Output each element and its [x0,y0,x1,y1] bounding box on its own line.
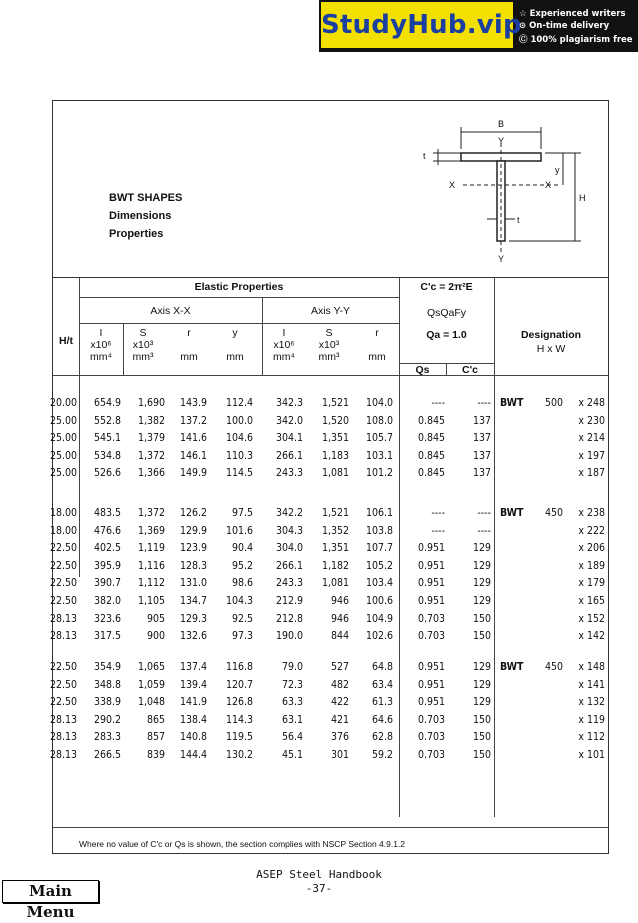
header-cc-formula: C'c = 2π²E [420,281,473,293]
table-cell: 143.9 [179,397,207,409]
table-cell: 79.0 [281,661,303,673]
designation-cell: x 165 [578,595,605,607]
series-depth: 500 [544,397,563,409]
table-cell: 116.8 [225,661,253,673]
diagram-label-y-top: Y [498,136,505,146]
main-menu-button[interactable]: Main Menu [2,880,99,903]
table-cell: 1,065 [137,661,165,673]
table-cell: 212.8 [275,612,303,625]
table-cell: 0.703 [417,713,445,726]
table-cell: 28.13 [49,713,77,726]
table-cell: 552.8 [93,414,121,427]
table-cell: 141.9 [179,696,207,709]
header-sx: S x10³ mm³ [132,327,154,363]
table-cell: 150 [472,612,491,625]
tee-section-diagram [413,115,593,265]
table-cell: 97.5 [231,507,253,519]
studyhub-banner [319,0,638,52]
table-cell: 266.1 [275,449,303,462]
header-bottom-rule [53,375,608,376]
table-cell: 0.703 [417,630,445,643]
table-cell: 476.6 [93,524,121,537]
table-cell: 150 [472,630,491,643]
table-cell: 129 [472,678,491,691]
table-cell: 20.00 [49,397,77,409]
designation-cell: x 206 [578,542,605,555]
header-sy: S x10³ mm³ [318,327,340,363]
title-line-properties: Properties [109,228,164,240]
table-cell: 150 [472,749,491,761]
designation-cell: x 119 [578,713,605,726]
title-line-dimensions: Dimensions [109,210,172,222]
table-cell: 283.3 [93,731,121,744]
table-cell: 123.9 [179,542,207,555]
table-cell: 102.6 [365,630,393,643]
table-cell: 338.9 [93,696,121,709]
table-cell: 139.4 [179,678,207,691]
table-cell: 25.00 [49,449,77,462]
table-cell: 141.6 [179,432,207,445]
table-cell: ---- [431,524,445,537]
table-cell: 103.4 [365,577,393,590]
table-cell: 0.845 [417,414,445,427]
table-cell: 22.50 [49,678,77,691]
feature-plagiarism-free: Ⓒ 100% plagiarism free [519,35,633,45]
table-cell: 243.3 [275,467,303,480]
table-cell: 63.1 [281,713,303,726]
diagram-label-tf: t [423,151,426,161]
title-line-shapes: BWT SHAPES [109,192,183,204]
table-cell: 129 [472,696,491,709]
table-cell: 266.5 [93,749,121,761]
table-cell: 342.2 [275,507,303,519]
header-ry: r mm [368,327,386,363]
table-cell: 137 [472,414,491,427]
table-cell: 1,351 [321,432,349,445]
table-bottom-rule [53,827,608,828]
table-cell: 22.50 [49,559,77,572]
table-cell: ---- [477,524,491,537]
table-cell: 946 [330,595,349,607]
table-cell: 1,382 [137,414,165,427]
table-cell: 126.8 [225,696,253,709]
table-cell: 1,116 [137,559,165,572]
series-label: BWT [500,661,524,673]
header-rx: r mm [180,327,198,363]
designation-cell: x 179 [578,577,605,590]
table-cell: 106.1 [365,507,393,519]
table-cell: 25.00 [49,467,77,480]
footer-handbook: ASEP Steel Handbook [256,868,382,881]
table-cell: 422 [330,696,349,709]
table-cell: 1,081 [321,467,349,480]
table-cell: 534.8 [93,449,121,462]
table-cell: 354.9 [93,661,121,673]
header-elastic-properties: Elastic Properties [194,281,284,293]
table-cell: 1,059 [137,678,165,691]
table-cell: 865 [146,713,165,726]
table-cell: 63.3 [281,696,303,709]
table-cell: 129.3 [179,612,207,625]
table-cell: 243.3 [275,577,303,590]
table-cell: 0.951 [417,678,445,691]
designation-cell: x 230 [578,414,605,427]
table-cell: 0.845 [417,467,445,480]
header-qs: Qs [415,364,430,376]
table-cell: 104.9 [365,612,393,625]
table-cell: 1,105 [137,595,165,607]
table-cell: 59.2 [371,749,393,761]
table-cell: 0.951 [417,595,445,607]
series-label: BWT [500,507,524,519]
bwt-table-page [49,100,609,854]
table-cell: 95.2 [231,559,253,572]
table-cell: 62.8 [371,731,393,744]
table-cell: 22.50 [49,696,77,709]
table-cell: 146.1 [179,449,207,462]
table-cell: 108.0 [365,414,393,427]
table-cell: 0.703 [417,749,445,761]
table-cell: 138.4 [179,713,207,726]
table-cell: 28.13 [49,612,77,625]
header-cc: C'c [462,364,478,376]
table-cell: 0.951 [417,661,445,673]
table-cell: 1,521 [321,397,349,409]
table-cell: 129 [472,542,491,555]
table-cell: 137 [472,449,491,462]
table-cell: 137 [472,467,491,480]
table-cell: 92.5 [231,612,253,625]
diagram-label-x-right: X [545,180,552,190]
header-designation-hxw: H x W [536,343,566,355]
table-cell: 18.00 [49,507,77,519]
row-divider [79,297,399,298]
table-cell: 45.1 [281,749,303,761]
table-cell: 25.00 [49,414,77,427]
table-cell: 90.4 [231,542,253,555]
table-cell: ---- [477,507,491,519]
table-cell: 1,372 [137,449,165,462]
table-cell: 112.4 [225,397,253,409]
table-cell: 1,690 [137,397,165,409]
table-cell: 56.4 [281,731,303,744]
table-cell: 64.8 [371,661,393,673]
designation-cell: x 148 [578,661,605,673]
table-cell: 266.1 [275,559,303,572]
table-cell: 25.00 [49,432,77,445]
header-h-tw: H/t [59,335,73,347]
table-cell: 137 [472,432,491,445]
table-cell: 22.50 [49,595,77,607]
table-cell: 150 [472,731,491,744]
table-cell: 1,521 [321,507,349,519]
table-cell: 98.6 [231,577,253,590]
header-axis-y: Axis Y-Y [310,305,351,317]
table-cell: 0.951 [417,559,445,572]
table-cell: 103.1 [365,449,393,462]
table-cell: 482 [330,678,349,691]
table-cell: 317.5 [93,630,121,643]
designation-cell: x 214 [578,432,605,445]
table-cell: 382.0 [93,595,121,607]
table-cell: 395.9 [93,559,121,572]
footer-page-number: -37- [305,882,333,895]
table-cell: 101.6 [225,524,253,537]
table-cell: 323.6 [93,612,121,625]
table-cell: 114.3 [225,713,253,726]
table-cell: ---- [431,397,445,409]
diagram-label-tw: t [517,215,520,225]
table-cell: 97.3 [231,630,253,643]
table-cell: 129 [472,577,491,590]
table-cell: 0.845 [417,432,445,445]
table-cell: 63.4 [371,678,393,691]
table-cell: 137.2 [179,414,207,427]
table-cell: 114.5 [225,467,253,480]
table-cell: 18.00 [49,524,77,537]
diagram-label-h: H [579,193,586,203]
series-depth: 450 [544,661,563,673]
table-cell: 1,112 [137,577,165,590]
table-cell: 304.0 [275,542,303,555]
table-cell: 120.7 [225,678,253,691]
table-cell: 839 [146,749,165,761]
series-label: BWT [500,397,524,409]
table-cell: 654.9 [93,397,121,409]
table-cell: 110.3 [225,449,253,462]
table-cell: 545.1 [93,432,121,445]
table-cell: 857 [146,731,165,744]
table-cell: 72.3 [281,678,303,691]
table-title [109,189,182,243]
table-cell: 1,182 [321,559,349,572]
table-cell: 144.4 [179,749,207,761]
header-yx: y mm [226,327,244,363]
table-cell: ---- [477,397,491,409]
table-cell: 150 [472,713,491,726]
table-cell: 100.6 [365,595,393,607]
table-cell: 104.3 [225,595,253,607]
table-cell: 526.6 [93,467,121,480]
table-cell: 844 [330,630,349,643]
header-qsqafy: QsQaFy [426,307,467,319]
table-cell: 140.8 [179,731,207,744]
table-cell: 104.6 [225,432,253,445]
designation-cell: x 132 [578,696,605,709]
designation-cell: x 197 [578,449,605,462]
designation-cell: x 112 [578,731,605,744]
title-section [53,101,608,278]
table-cell: 0.951 [417,542,445,555]
table-cell: 104.0 [365,397,393,409]
table-cell: 0.845 [417,449,445,462]
table-cell: 129 [472,559,491,572]
designation-cell: x 238 [578,507,605,519]
table-cell: 1,351 [321,542,349,555]
table-cell: 134.7 [179,595,207,607]
table-cell: 390.7 [93,577,121,590]
header-designation: Designation [520,329,582,341]
table-cell: 1,366 [137,467,165,480]
table-cell: 22.50 [49,661,77,673]
table-cell: 0.951 [417,696,445,709]
table-cell: 28.13 [49,630,77,643]
table-cell: 900 [146,630,165,643]
table-cell: 402.5 [93,542,121,555]
table-cell: 28.13 [49,731,77,744]
feature-on-time-delivery: ⊙ On-time delivery [519,21,610,31]
table-cell: 483.5 [93,507,121,519]
table-cell: 119.5 [225,731,253,744]
table-cell: 126.2 [179,507,207,519]
designation-cell: x 101 [578,749,605,761]
designation-cell: x 189 [578,559,605,572]
table-cell: 100.0 [225,414,253,427]
table-cell: 1,081 [321,577,349,590]
header-iy: I x10⁶ mm⁴ [272,327,295,363]
table-cell: 28.13 [49,749,77,761]
table-cell: 342.0 [275,414,303,427]
table-cell: 132.6 [179,630,207,643]
table-cell: 304.1 [275,432,303,445]
table-cell: 1,520 [321,414,349,427]
table-cell: 105.2 [365,559,393,572]
table-cell: 421 [330,713,349,726]
header-axis-x: Axis X-X [150,305,191,317]
table-cell: 131.0 [179,577,207,590]
table-cell: 1,119 [137,542,165,555]
table-cell: 0.703 [417,612,445,625]
header-qa: Qa = 1.0 [426,329,467,341]
table-cell: 1,048 [137,696,165,709]
table-cell: 22.50 [49,542,77,555]
table-cell: 129 [472,661,491,673]
table-cell: 190.0 [275,630,303,643]
table-cell: 129 [472,595,491,607]
table-cell: 61.3 [371,696,393,709]
table-cell: 137.4 [179,661,207,673]
table-cell: 527 [330,661,349,673]
table-cell: ---- [431,507,445,519]
table-cell: 107.7 [365,542,393,555]
designation-cell: x 187 [578,467,605,480]
designation-cell: x 248 [578,397,605,409]
col-divider [494,277,495,817]
table-cell: 149.9 [179,467,207,480]
table-cell: 103.8 [365,524,393,537]
diagram-label-y-bottom: Y [498,254,505,264]
table-cell: 22.50 [49,577,77,590]
designation-cell: x 142 [578,630,605,643]
table-cell: 376 [330,731,349,744]
designation-cell: x 152 [578,612,605,625]
series-depth: 450 [544,507,563,519]
footnote: Where no value of C'c or Qs is shown, the section complies with NSCP Section 4.9.1.2 [79,839,406,849]
diagram-label-x-left: X [449,180,456,190]
table-cell: 0.951 [417,577,445,590]
table-cell: 1,369 [137,524,165,537]
table-cell: 128.3 [179,559,207,572]
table-cell: 1,183 [321,449,349,462]
table-cell: 64.6 [371,713,393,726]
table-cell: 1,379 [137,432,165,445]
diagram-label-y-dim: y [555,165,560,175]
feature-experienced-writers: ☆ Experienced writers [519,9,626,19]
table-cell: 348.8 [93,678,121,691]
table-cell: 129.9 [179,524,207,537]
diagram-label-b: B [498,119,505,129]
header-ix: I x10⁶ mm⁴ [89,327,112,363]
table-cell: 304.3 [275,524,303,537]
table-cell: 1,352 [321,524,349,537]
table-cell: 212.9 [275,595,303,607]
table-cell: 130.2 [225,749,253,761]
table-cell: 342.3 [275,397,303,409]
studyhub-logo[interactable]: StudyHub.vip [321,2,513,48]
row-divider [79,323,399,324]
designation-cell: x 222 [578,524,605,537]
table-cell: 301 [330,749,349,761]
table-cell: 105.7 [365,432,393,445]
table-cell: 905 [146,612,165,625]
table-cell: 0.703 [417,731,445,744]
table-cell: 1,372 [137,507,165,519]
table-cell: 101.2 [365,467,393,480]
designation-cell: x 141 [578,678,605,691]
table-cell: 946 [330,612,349,625]
table-cell: 290.2 [93,713,121,726]
